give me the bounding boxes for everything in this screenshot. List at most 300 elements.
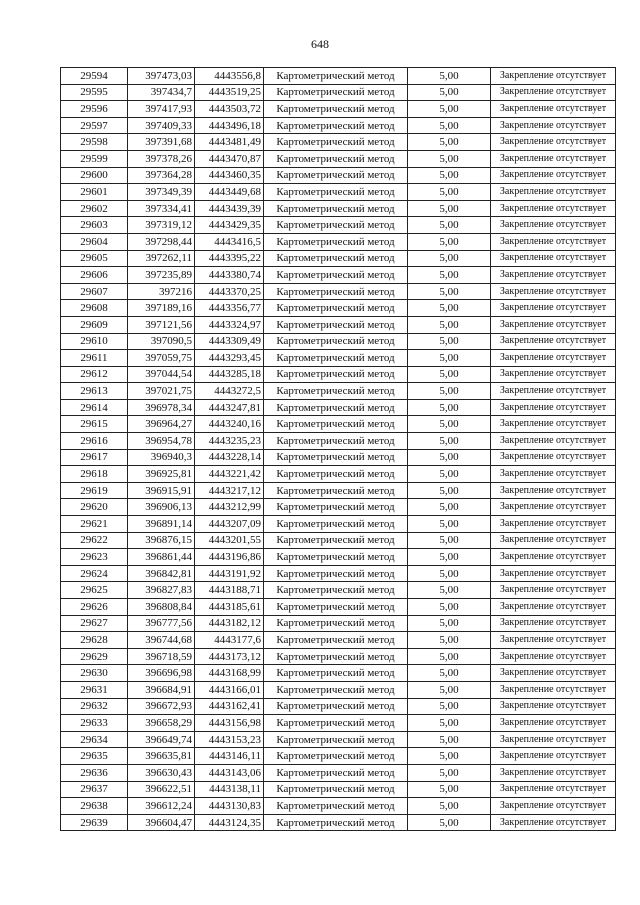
table-row [61,68,616,85]
method-cell: Картометрический метод [264,731,408,748]
method-cell: Картометрический метод [264,565,408,582]
method-cell: Картометрический метод [264,184,408,201]
accuracy-cell: 5,00 [408,167,491,184]
y-coordinate-cell: 4443228,14 [195,449,264,466]
fixation-cell: Закрепление отсутствует [491,167,616,184]
method-cell: Картометрический метод [264,316,408,333]
x-coordinate-cell: 396861,44 [128,549,195,566]
point-number-cell: 29615 [61,416,128,433]
y-coordinate-cell: 4443503,72 [195,101,264,118]
x-coordinate-cell: 396635,81 [128,748,195,765]
point-number-cell: 29598 [61,134,128,151]
accuracy-cell: 5,00 [408,582,491,599]
point-number-cell: 29617 [61,449,128,466]
accuracy-cell: 5,00 [408,101,491,118]
point-number-cell: 29637 [61,781,128,798]
x-coordinate-cell: 396891,14 [128,516,195,533]
y-coordinate-cell: 4443185,61 [195,599,264,616]
point-number-cell: 29600 [61,167,128,184]
fixation-cell: Закрепление отсутствует [491,449,616,466]
table-row [61,499,616,516]
y-coordinate-cell: 4443130,83 [195,798,264,815]
fixation-cell: Закрепление отсутствует [491,681,616,698]
fixation-cell: Закрепление отсутствует [491,632,616,649]
fixation-cell: Закрепление отсутствует [491,233,616,250]
accuracy-cell: 5,00 [408,482,491,499]
accuracy-cell: 5,00 [408,399,491,416]
method-cell: Картометрический метод [264,798,408,815]
fixation-cell: Закрепление отсутствует [491,283,616,300]
y-coordinate-cell: 4443370,25 [195,283,264,300]
table-row [61,101,616,118]
fixation-cell: Закрепление отсутствует [491,383,616,400]
method-cell: Картометрический метод [264,681,408,698]
y-coordinate-cell: 4443191,92 [195,565,264,582]
y-coordinate-cell: 4443153,23 [195,731,264,748]
fixation-cell: Закрепление отсутствует [491,814,616,831]
y-coordinate-cell: 4443519,25 [195,84,264,101]
fixation-cell: Закрепление отсутствует [491,698,616,715]
x-coordinate-cell: 396672,93 [128,698,195,715]
method-cell: Картометрический метод [264,250,408,267]
fixation-cell: Закрепление отсутствует [491,150,616,167]
x-coordinate-cell: 396630,43 [128,764,195,781]
x-coordinate-cell: 396827,83 [128,582,195,599]
table-row [61,267,616,284]
table-row [61,167,616,184]
point-number-cell: 29604 [61,233,128,250]
point-number-cell: 29596 [61,101,128,118]
point-number-cell: 29630 [61,665,128,682]
method-cell: Картометрический метод [264,217,408,234]
y-coordinate-cell: 4443207,09 [195,516,264,533]
table-row [61,383,616,400]
table-row [61,416,616,433]
fixation-cell: Закрепление отсутствует [491,516,616,533]
method-cell: Картометрический метод [264,101,408,118]
method-cell: Картометрический метод [264,449,408,466]
point-number-cell: 29611 [61,350,128,367]
accuracy-cell: 5,00 [408,383,491,400]
method-cell: Картометрический метод [264,615,408,632]
accuracy-cell: 5,00 [408,516,491,533]
method-cell: Картометрический метод [264,632,408,649]
y-coordinate-cell: 4443177,6 [195,632,264,649]
fixation-cell: Закрепление отсутствует [491,267,616,284]
x-coordinate-cell: 396954,78 [128,433,195,450]
fixation-cell: Закрепление отсутствует [491,532,616,549]
coordinates-table-body [61,68,616,831]
point-number-cell: 29613 [61,383,128,400]
x-coordinate-cell: 397364,28 [128,167,195,184]
point-number-cell: 29623 [61,549,128,566]
point-number-cell: 29626 [61,599,128,616]
y-coordinate-cell: 4443309,49 [195,333,264,350]
accuracy-cell: 5,00 [408,217,491,234]
accuracy-cell: 5,00 [408,715,491,732]
x-coordinate-cell: 397059,75 [128,350,195,367]
point-number-cell: 29627 [61,615,128,632]
fixation-cell: Закрепление отсутствует [491,549,616,566]
y-coordinate-cell: 4443429,35 [195,217,264,234]
y-coordinate-cell: 4443162,41 [195,698,264,715]
accuracy-cell: 5,00 [408,466,491,483]
table-row [61,731,616,748]
x-coordinate-cell: 396940,3 [128,449,195,466]
fixation-cell: Закрепление отсутствует [491,433,616,450]
accuracy-cell: 5,00 [408,764,491,781]
fixation-cell: Закрепление отсутствует [491,499,616,516]
table-row [61,532,616,549]
method-cell: Картометрический метод [264,399,408,416]
table-row [61,399,616,416]
fixation-cell: Закрепление отсутствует [491,217,616,234]
fixation-cell: Закрепление отсутствует [491,466,616,483]
fixation-cell: Закрепление отсутствует [491,366,616,383]
point-number-cell: 29619 [61,482,128,499]
table-row [61,698,616,715]
table-row [61,84,616,101]
x-coordinate-cell: 397189,16 [128,300,195,317]
fixation-cell: Закрепление отсутствует [491,731,616,748]
point-number-cell: 29620 [61,499,128,516]
x-coordinate-cell: 397434,7 [128,84,195,101]
fixation-cell: Закрепление отсутствует [491,84,616,101]
y-coordinate-cell: 4443481,49 [195,134,264,151]
y-coordinate-cell: 4443556,8 [195,68,264,85]
table-row [61,333,616,350]
point-number-cell: 29632 [61,698,128,715]
table-row [61,134,616,151]
accuracy-cell: 5,00 [408,731,491,748]
accuracy-cell: 5,00 [408,433,491,450]
point-number-cell: 29594 [61,68,128,85]
x-coordinate-cell: 397334,41 [128,200,195,217]
method-cell: Картометрический метод [264,150,408,167]
accuracy-cell: 5,00 [408,416,491,433]
point-number-cell: 29635 [61,748,128,765]
x-coordinate-cell: 397298,44 [128,233,195,250]
fixation-cell: Закрепление отсутствует [491,399,616,416]
y-coordinate-cell: 4443166,01 [195,681,264,698]
accuracy-cell: 5,00 [408,68,491,85]
x-coordinate-cell: 397262,11 [128,250,195,267]
method-cell: Картометрический метод [264,764,408,781]
point-number-cell: 29624 [61,565,128,582]
y-coordinate-cell: 4443356,77 [195,300,264,317]
fixation-cell: Закрепление отсутствует [491,798,616,815]
x-coordinate-cell: 396925,81 [128,466,195,483]
method-cell: Картометрический метод [264,167,408,184]
point-number-cell: 29633 [61,715,128,732]
method-cell: Картометрический метод [264,84,408,101]
point-number-cell: 29621 [61,516,128,533]
table-row [61,599,616,616]
accuracy-cell: 5,00 [408,648,491,665]
method-cell: Картометрический метод [264,748,408,765]
method-cell: Картометрический метод [264,698,408,715]
x-coordinate-cell: 396842,81 [128,565,195,582]
method-cell: Картометрический метод [264,781,408,798]
method-cell: Картометрический метод [264,283,408,300]
accuracy-cell: 5,00 [408,499,491,516]
table-row [61,764,616,781]
fixation-cell: Закрепление отсутствует [491,117,616,134]
x-coordinate-cell: 396612,24 [128,798,195,815]
fixation-cell: Закрепление отсутствует [491,565,616,582]
y-coordinate-cell: 4443182,12 [195,615,264,632]
accuracy-cell: 5,00 [408,698,491,715]
point-number-cell: 29607 [61,283,128,300]
y-coordinate-cell: 4443324,97 [195,316,264,333]
table-row [61,150,616,167]
method-cell: Картометрический метод [264,648,408,665]
accuracy-cell: 5,00 [408,681,491,698]
x-coordinate-cell: 396964,27 [128,416,195,433]
point-number-cell: 29605 [61,250,128,267]
table-row [61,582,616,599]
point-number-cell: 29618 [61,466,128,483]
y-coordinate-cell: 4443240,16 [195,416,264,433]
y-coordinate-cell: 4443293,45 [195,350,264,367]
y-coordinate-cell: 4443173,12 [195,648,264,665]
fixation-cell: Закрепление отсутствует [491,184,616,201]
accuracy-cell: 5,00 [408,233,491,250]
accuracy-cell: 5,00 [408,532,491,549]
coordinates-table [60,67,616,831]
y-coordinate-cell: 4443188,71 [195,582,264,599]
y-coordinate-cell: 4443217,12 [195,482,264,499]
table-row [61,449,616,466]
x-coordinate-cell: 397473,03 [128,68,195,85]
accuracy-cell: 5,00 [408,632,491,649]
y-coordinate-cell: 4443212,99 [195,499,264,516]
x-coordinate-cell: 396718,59 [128,648,195,665]
y-coordinate-cell: 4443496,18 [195,117,264,134]
point-number-cell: 29608 [61,300,128,317]
fixation-cell: Закрепление отсутствует [491,101,616,118]
accuracy-cell: 5,00 [408,134,491,151]
table-row [61,466,616,483]
method-cell: Картометрический метод [264,549,408,566]
table-row [61,715,616,732]
method-cell: Картометрический метод [264,267,408,284]
method-cell: Картометрический метод [264,582,408,599]
accuracy-cell: 5,00 [408,333,491,350]
table-row [61,632,616,649]
fixation-cell: Закрепление отсутствует [491,68,616,85]
table-row [61,433,616,450]
fixation-cell: Закрепление отсутствует [491,648,616,665]
fixation-cell: Закрепление отсутствует [491,482,616,499]
y-coordinate-cell: 4443201,55 [195,532,264,549]
table-row [61,748,616,765]
table-row [61,117,616,134]
y-coordinate-cell: 4443380,74 [195,267,264,284]
y-coordinate-cell: 4443143,06 [195,764,264,781]
x-coordinate-cell: 397090,5 [128,333,195,350]
y-coordinate-cell: 4443221,42 [195,466,264,483]
table-row [61,300,616,317]
x-coordinate-cell: 397349,39 [128,184,195,201]
fixation-cell: Закрепление отсутствует [491,300,616,317]
fixation-cell: Закрепление отсутствует [491,764,616,781]
accuracy-cell: 5,00 [408,781,491,798]
point-number-cell: 29622 [61,532,128,549]
x-coordinate-cell: 397391,68 [128,134,195,151]
x-coordinate-cell: 396658,29 [128,715,195,732]
x-coordinate-cell: 396808,84 [128,599,195,616]
method-cell: Картометрический метод [264,233,408,250]
point-number-cell: 29616 [61,433,128,450]
x-coordinate-cell: 396604,47 [128,814,195,831]
accuracy-cell: 5,00 [408,250,491,267]
method-cell: Картометрический метод [264,366,408,383]
fixation-cell: Закрепление отсутствует [491,316,616,333]
table-row [61,250,616,267]
fixation-cell: Закрепление отсутствует [491,748,616,765]
accuracy-cell: 5,00 [408,366,491,383]
fixation-cell: Закрепление отсутствует [491,715,616,732]
point-number-cell: 29599 [61,150,128,167]
method-cell: Картометрический метод [264,532,408,549]
table-row [61,681,616,698]
x-coordinate-cell: 396744,68 [128,632,195,649]
accuracy-cell: 5,00 [408,84,491,101]
fixation-cell: Закрепление отсутствует [491,665,616,682]
y-coordinate-cell: 4443124,35 [195,814,264,831]
point-number-cell: 29603 [61,217,128,234]
x-coordinate-cell: 396978,34 [128,399,195,416]
point-number-cell: 29625 [61,582,128,599]
method-cell: Картометрический метод [264,814,408,831]
fixation-cell: Закрепление отсутствует [491,615,616,632]
x-coordinate-cell: 397121,56 [128,316,195,333]
method-cell: Картометрический метод [264,665,408,682]
table-row [61,781,616,798]
accuracy-cell: 5,00 [408,200,491,217]
y-coordinate-cell: 4443439,39 [195,200,264,217]
accuracy-cell: 5,00 [408,665,491,682]
point-number-cell: 29610 [61,333,128,350]
method-cell: Картометрический метод [264,350,408,367]
method-cell: Картометрический метод [264,715,408,732]
x-coordinate-cell: 397021,75 [128,383,195,400]
point-number-cell: 29628 [61,632,128,649]
x-coordinate-cell: 397409,33 [128,117,195,134]
table-row [61,648,616,665]
fixation-cell: Закрепление отсутствует [491,599,616,616]
accuracy-cell: 5,00 [408,748,491,765]
accuracy-cell: 5,00 [408,814,491,831]
method-cell: Картометрический метод [264,200,408,217]
accuracy-cell: 5,00 [408,300,491,317]
method-cell: Картометрический метод [264,466,408,483]
table-row [61,217,616,234]
method-cell: Картометрический метод [264,516,408,533]
table-row [61,482,616,499]
fixation-cell: Закрепление отсутствует [491,134,616,151]
method-cell: Картометрический метод [264,499,408,516]
method-cell: Картометрический метод [264,482,408,499]
method-cell: Картометрический метод [264,599,408,616]
method-cell: Картометрический метод [264,117,408,134]
table-row [61,283,616,300]
point-number-cell: 29602 [61,200,128,217]
y-coordinate-cell: 4443156,98 [195,715,264,732]
point-number-cell: 29606 [61,267,128,284]
y-coordinate-cell: 4443146,11 [195,748,264,765]
x-coordinate-cell: 396684,91 [128,681,195,698]
table-row [61,200,616,217]
accuracy-cell: 5,00 [408,549,491,566]
y-coordinate-cell: 4443449,68 [195,184,264,201]
table-row [61,565,616,582]
x-coordinate-cell: 396876,15 [128,532,195,549]
page-number: 648 [311,37,329,51]
fixation-cell: Закрепление отсутствует [491,582,616,599]
x-coordinate-cell: 397216 [128,283,195,300]
y-coordinate-cell: 4443285,18 [195,366,264,383]
accuracy-cell: 5,00 [408,150,491,167]
table-row [61,615,616,632]
point-number-cell: 29609 [61,316,128,333]
method-cell: Картометрический метод [264,300,408,317]
x-coordinate-cell: 396696,98 [128,665,195,682]
method-cell: Картометрический метод [264,333,408,350]
x-coordinate-cell: 397319,12 [128,217,195,234]
y-coordinate-cell: 4443247,81 [195,399,264,416]
x-coordinate-cell: 397378,26 [128,150,195,167]
y-coordinate-cell: 4443235,23 [195,433,264,450]
point-number-cell: 29601 [61,184,128,201]
method-cell: Картометрический метод [264,68,408,85]
table-row [61,665,616,682]
x-coordinate-cell: 396915,91 [128,482,195,499]
x-coordinate-cell: 396906,13 [128,499,195,516]
y-coordinate-cell: 4443395,22 [195,250,264,267]
table-row [61,814,616,831]
method-cell: Картометрический метод [264,383,408,400]
table-row [61,549,616,566]
accuracy-cell: 5,00 [408,599,491,616]
accuracy-cell: 5,00 [408,449,491,466]
accuracy-cell: 5,00 [408,184,491,201]
x-coordinate-cell: 396649,74 [128,731,195,748]
y-coordinate-cell: 4443416,5 [195,233,264,250]
table-row [61,184,616,201]
point-number-cell: 29639 [61,814,128,831]
x-coordinate-cell: 397417,93 [128,101,195,118]
point-number-cell: 29636 [61,764,128,781]
y-coordinate-cell: 4443470,87 [195,150,264,167]
table-row [61,516,616,533]
accuracy-cell: 5,00 [408,350,491,367]
accuracy-cell: 5,00 [408,117,491,134]
accuracy-cell: 5,00 [408,316,491,333]
accuracy-cell: 5,00 [408,267,491,284]
accuracy-cell: 5,00 [408,615,491,632]
accuracy-cell: 5,00 [408,283,491,300]
table-row [61,798,616,815]
method-cell: Картометрический метод [264,433,408,450]
method-cell: Картометрический метод [264,134,408,151]
accuracy-cell: 5,00 [408,565,491,582]
table-row [61,350,616,367]
x-coordinate-cell: 397235,89 [128,267,195,284]
table-row [61,316,616,333]
point-number-cell: 29634 [61,731,128,748]
